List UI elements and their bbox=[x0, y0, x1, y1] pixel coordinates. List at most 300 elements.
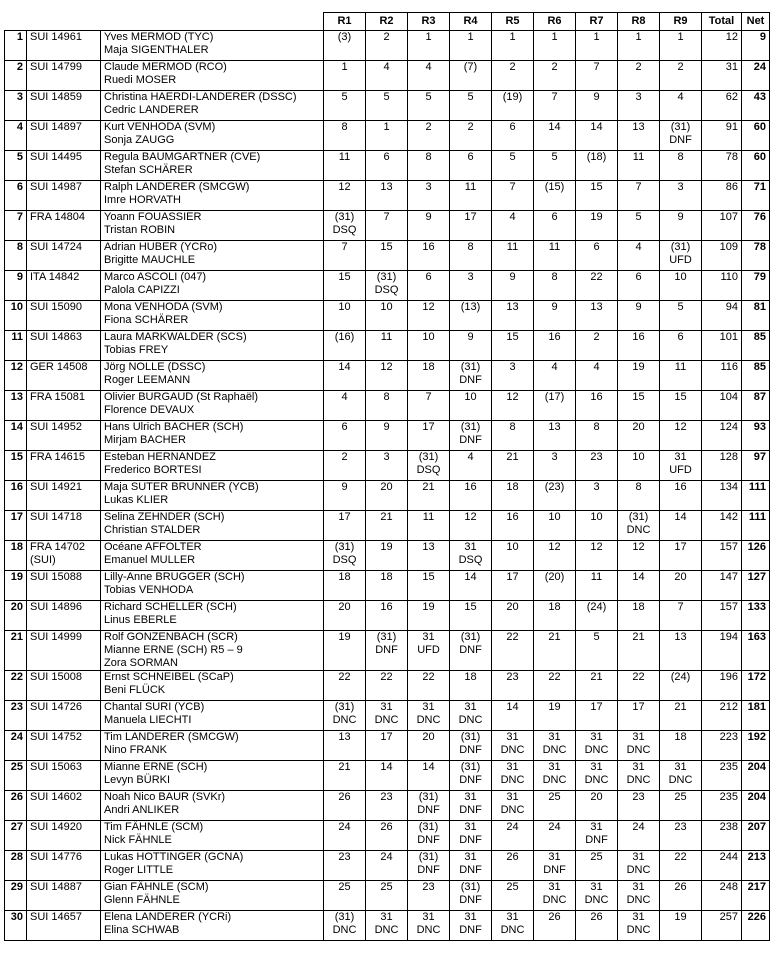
cell-line: 17 bbox=[632, 701, 645, 713]
total-cell: 212 bbox=[702, 701, 742, 731]
race-score-cell bbox=[408, 241, 450, 271]
cell-line: SUI 14999 bbox=[30, 631, 82, 643]
race-score-cell bbox=[492, 211, 534, 241]
net-cell: 172 bbox=[742, 671, 770, 701]
cell-line: 31 bbox=[590, 821, 603, 833]
cell-line: 5 bbox=[383, 91, 390, 103]
sail-number-cell bbox=[27, 391, 101, 421]
race-score-cell bbox=[408, 301, 450, 331]
race-score-cell bbox=[408, 761, 450, 791]
race-score-cell bbox=[366, 541, 408, 571]
cell-line: (3) bbox=[337, 31, 352, 43]
cell-line: 13 bbox=[380, 181, 393, 193]
race-score-cell bbox=[366, 181, 408, 211]
race-score-cell bbox=[324, 241, 366, 271]
cell-line: 3 bbox=[383, 451, 390, 463]
cell-line: 2 bbox=[635, 61, 642, 73]
crew-cell bbox=[101, 211, 324, 241]
rank-cell: 6 bbox=[5, 181, 27, 211]
race-score-cell bbox=[534, 271, 576, 301]
race-score-cell bbox=[366, 241, 408, 271]
rank-cell: 7 bbox=[5, 211, 27, 241]
race-score-cell bbox=[450, 121, 492, 151]
cell-line: DNF bbox=[459, 434, 482, 446]
cell-line: Tim FÄHNLE (SCM) bbox=[104, 821, 204, 833]
table-row bbox=[5, 601, 770, 631]
cell-line: (17) bbox=[544, 391, 565, 403]
race-score-cell bbox=[408, 821, 450, 851]
crew-cell bbox=[101, 571, 324, 601]
cell-line: 26 bbox=[506, 851, 519, 863]
cell-line: DNC bbox=[416, 714, 441, 726]
race-score-cell bbox=[450, 451, 492, 481]
race-score-cell bbox=[492, 151, 534, 181]
race-score-cell bbox=[366, 61, 408, 91]
cell-line: 13 bbox=[632, 121, 645, 133]
race-score-cell bbox=[576, 791, 618, 821]
race-score-cell bbox=[492, 851, 534, 881]
race-score-cell bbox=[618, 181, 660, 211]
cell-line: 5 bbox=[635, 211, 642, 223]
cell-line: 12 bbox=[506, 391, 519, 403]
total-cell: 157 bbox=[702, 601, 742, 631]
cell-line: 12 bbox=[464, 511, 477, 523]
rank-cell: 28 bbox=[5, 851, 27, 881]
sail-number-cell bbox=[27, 151, 101, 181]
cell-line: DNC bbox=[668, 774, 693, 786]
cell-line: (31) bbox=[460, 361, 481, 373]
cell-line: 8 bbox=[509, 421, 516, 433]
cell-line: SUI 14776 bbox=[30, 851, 82, 863]
race-score-cell bbox=[534, 301, 576, 331]
cell-line: 23 bbox=[506, 671, 519, 683]
cell-line: 4 bbox=[425, 61, 432, 73]
race-score-cell bbox=[324, 541, 366, 571]
race-score-cell bbox=[534, 391, 576, 421]
race-score-cell bbox=[576, 911, 618, 941]
cell-line: 16 bbox=[464, 481, 477, 493]
cell-line: 26 bbox=[338, 791, 351, 803]
race-score-cell bbox=[534, 881, 576, 911]
cell-line: (24) bbox=[670, 671, 691, 683]
cell-line: 7 bbox=[425, 391, 432, 403]
cell-line: (31) bbox=[418, 821, 439, 833]
cell-line: 24 bbox=[338, 821, 351, 833]
cell-line: 14 bbox=[506, 701, 519, 713]
cell-line: SUI 14859 bbox=[30, 91, 82, 103]
cell-line: 22 bbox=[506, 631, 519, 643]
cell-line: Esteban HERNANDEZ bbox=[104, 451, 216, 463]
table-row bbox=[5, 121, 770, 151]
cell-line: 26 bbox=[674, 881, 687, 893]
cell-line: 5 bbox=[509, 151, 516, 163]
cell-line: (31) bbox=[628, 511, 649, 523]
header-total: Total bbox=[702, 13, 742, 31]
cell-line: 15 bbox=[380, 241, 393, 253]
cell-line: Florence DEVAUX bbox=[104, 404, 195, 416]
race-score-cell bbox=[492, 601, 534, 631]
race-score-cell bbox=[450, 271, 492, 301]
cell-line: SUI 14726 bbox=[30, 701, 82, 713]
cell-line: 11 bbox=[422, 511, 435, 523]
cell-line: 16 bbox=[548, 331, 561, 343]
race-score-cell bbox=[492, 301, 534, 331]
results-table bbox=[4, 12, 770, 941]
cell-line: DNC bbox=[374, 714, 399, 726]
race-score-cell bbox=[324, 761, 366, 791]
cell-line: 31 bbox=[380, 701, 393, 713]
cell-line: 13 bbox=[590, 301, 603, 313]
cell-line: 5 bbox=[593, 631, 600, 643]
race-score-cell bbox=[576, 511, 618, 541]
cell-line: 15 bbox=[590, 181, 603, 193]
race-score-cell bbox=[534, 151, 576, 181]
cell-line: (31) bbox=[460, 761, 481, 773]
race-score-cell bbox=[408, 911, 450, 941]
cell-line: FRA 15081 bbox=[30, 391, 86, 403]
race-score-cell bbox=[660, 571, 702, 601]
cell-line: Chantal SURI (YCB) bbox=[104, 701, 205, 713]
cell-line: 13 bbox=[338, 731, 351, 743]
cell-line: DNF bbox=[585, 834, 608, 846]
race-score-cell bbox=[408, 181, 450, 211]
sail-number-cell bbox=[27, 331, 101, 361]
crew-cell bbox=[101, 151, 324, 181]
race-score-cell bbox=[366, 701, 408, 731]
sail-number-cell bbox=[27, 911, 101, 941]
sail-number-cell bbox=[27, 601, 101, 631]
cell-line: Hans Ulrich BACHER (SCH) bbox=[104, 421, 244, 433]
cell-line: 25 bbox=[380, 881, 393, 893]
cell-line: 25 bbox=[674, 791, 687, 803]
cell-line: (31) bbox=[460, 631, 481, 643]
race-score-cell bbox=[618, 301, 660, 331]
rank-cell: 22 bbox=[5, 671, 27, 701]
cell-line: 1 bbox=[593, 31, 600, 43]
cell-line: DNC bbox=[500, 804, 525, 816]
header-r6: R6 bbox=[534, 13, 576, 31]
cell-line: 18 bbox=[380, 571, 393, 583]
cell-line: 12 bbox=[338, 181, 351, 193]
net-cell: 79 bbox=[742, 271, 770, 301]
rank-cell: 29 bbox=[5, 881, 27, 911]
race-score-cell bbox=[534, 671, 576, 701]
race-score-cell bbox=[618, 541, 660, 571]
cell-line: 4 bbox=[383, 61, 390, 73]
cell-line: 10 bbox=[422, 331, 435, 343]
cell-line: Tobias FREY bbox=[104, 344, 169, 356]
race-score-cell bbox=[366, 211, 408, 241]
cell-line: 15 bbox=[506, 331, 519, 343]
cell-line: SUI 14921 bbox=[30, 481, 82, 493]
rank-cell: 24 bbox=[5, 731, 27, 761]
cell-line: 15 bbox=[674, 391, 687, 403]
race-score-cell bbox=[534, 541, 576, 571]
total-cell: 142 bbox=[702, 511, 742, 541]
cell-line: 17 bbox=[380, 731, 393, 743]
cell-line: 31 bbox=[548, 731, 561, 743]
cell-line: 31 bbox=[632, 881, 645, 893]
cell-line: Olivier BURGAUD (St Raphaël) bbox=[104, 391, 259, 403]
table-row bbox=[5, 791, 770, 821]
cell-line: SUI 14887 bbox=[30, 881, 82, 893]
race-score-cell bbox=[534, 631, 576, 671]
race-score-cell bbox=[366, 601, 408, 631]
cell-line: (31) bbox=[670, 241, 691, 253]
cell-line: Ralph LANDERER (SMCGW) bbox=[104, 181, 250, 193]
cell-line: 17 bbox=[674, 541, 687, 553]
total-cell: 94 bbox=[702, 301, 742, 331]
race-score-cell bbox=[576, 851, 618, 881]
cell-line: SUI 14863 bbox=[30, 331, 82, 343]
cell-line: 3 bbox=[635, 91, 642, 103]
cell-line: DNC bbox=[374, 924, 399, 936]
cell-line: 14 bbox=[548, 121, 561, 133]
crew-cell bbox=[101, 301, 324, 331]
race-score-cell bbox=[576, 541, 618, 571]
race-score-cell bbox=[366, 91, 408, 121]
cell-line: Zora SORMAN bbox=[104, 657, 178, 669]
cell-line: 18 bbox=[674, 731, 687, 743]
race-score-cell bbox=[660, 731, 702, 761]
race-score-cell bbox=[324, 61, 366, 91]
cell-line: 23 bbox=[422, 881, 435, 893]
race-score-cell bbox=[324, 511, 366, 541]
cell-line: 31 bbox=[590, 881, 603, 893]
header-r1: R1 bbox=[324, 13, 366, 31]
race-score-cell bbox=[450, 511, 492, 541]
sail-number-cell bbox=[27, 821, 101, 851]
rank-cell: 26 bbox=[5, 791, 27, 821]
cell-line: 8 bbox=[383, 391, 390, 403]
table-row bbox=[5, 881, 770, 911]
table-row bbox=[5, 331, 770, 361]
rank-cell: 23 bbox=[5, 701, 27, 731]
rank-cell: 13 bbox=[5, 391, 27, 421]
race-score-cell bbox=[450, 731, 492, 761]
table-row bbox=[5, 731, 770, 761]
crew-cell bbox=[101, 911, 324, 941]
race-score-cell bbox=[534, 701, 576, 731]
cell-line: 18 bbox=[548, 601, 561, 613]
race-score-cell bbox=[324, 271, 366, 301]
sail-number-cell bbox=[27, 31, 101, 61]
race-score-cell bbox=[534, 121, 576, 151]
sail-number-cell bbox=[27, 791, 101, 821]
header-row bbox=[5, 13, 770, 31]
race-score-cell bbox=[660, 241, 702, 271]
net-cell: 76 bbox=[742, 211, 770, 241]
cell-line: 31 bbox=[590, 731, 603, 743]
race-score-cell bbox=[450, 481, 492, 511]
cell-line: Richard SCHELLER (SCH) bbox=[104, 601, 237, 613]
table-row bbox=[5, 421, 770, 451]
net-cell: 127 bbox=[742, 571, 770, 601]
race-score-cell bbox=[660, 481, 702, 511]
cell-line: 7 bbox=[551, 91, 558, 103]
cell-line: DNC bbox=[626, 524, 651, 536]
cell-line: (31) bbox=[418, 451, 439, 463]
race-score-cell bbox=[492, 181, 534, 211]
race-score-cell bbox=[618, 701, 660, 731]
race-score-cell bbox=[618, 391, 660, 421]
crew-cell bbox=[101, 181, 324, 211]
cell-line: 8 bbox=[677, 151, 684, 163]
race-score-cell bbox=[492, 571, 534, 601]
race-score-cell bbox=[450, 601, 492, 631]
race-score-cell bbox=[492, 731, 534, 761]
race-score-cell bbox=[576, 121, 618, 151]
cell-line: Imre HORVATH bbox=[104, 194, 182, 206]
crew-cell bbox=[101, 481, 324, 511]
cell-line: Stefan SCHÄRER bbox=[104, 164, 193, 176]
cell-line: 21 bbox=[506, 451, 519, 463]
race-score-cell bbox=[618, 241, 660, 271]
table-row bbox=[5, 701, 770, 731]
cell-line: DNC bbox=[626, 894, 651, 906]
cell-line: 1 bbox=[677, 31, 684, 43]
cell-line: 4 bbox=[677, 91, 684, 103]
race-score-cell bbox=[408, 671, 450, 701]
race-score-cell bbox=[660, 61, 702, 91]
race-score-cell bbox=[660, 761, 702, 791]
total-cell: 235 bbox=[702, 761, 742, 791]
cell-line: (19) bbox=[502, 91, 523, 103]
race-score-cell bbox=[618, 151, 660, 181]
cell-line: (31) bbox=[334, 541, 355, 553]
rank-cell: 17 bbox=[5, 511, 27, 541]
cell-line: SUI 14897 bbox=[30, 121, 82, 133]
race-score-cell bbox=[324, 631, 366, 671]
race-score-cell bbox=[660, 391, 702, 421]
cell-line: (20) bbox=[544, 571, 565, 583]
cell-line: UFD bbox=[417, 644, 440, 656]
cell-line: Maja SUTER BRUNNER (YCB) bbox=[104, 481, 259, 493]
table-row bbox=[5, 761, 770, 791]
race-score-cell bbox=[324, 671, 366, 701]
cell-line: 12 bbox=[380, 361, 393, 373]
total-cell: 31 bbox=[702, 61, 742, 91]
race-score-cell bbox=[534, 451, 576, 481]
cell-line: 2 bbox=[551, 61, 558, 73]
race-score-cell bbox=[576, 421, 618, 451]
results-body bbox=[5, 31, 770, 941]
cell-line: 31 bbox=[506, 911, 519, 923]
race-score-cell bbox=[534, 31, 576, 61]
cell-line: DNF bbox=[417, 804, 440, 816]
cell-line: 11 bbox=[380, 331, 393, 343]
cell-line: Noah Nico BAUR (SVKr) bbox=[104, 791, 226, 803]
cell-line: SUI 15063 bbox=[30, 761, 82, 773]
cell-line: (31) bbox=[670, 121, 691, 133]
cell-line: 18 bbox=[338, 571, 351, 583]
cell-line: (31) bbox=[460, 421, 481, 433]
cell-line: 1 bbox=[467, 31, 474, 43]
cell-line: 16 bbox=[506, 511, 519, 523]
net-cell: 181 bbox=[742, 701, 770, 731]
race-score-cell bbox=[408, 121, 450, 151]
race-score-cell bbox=[408, 881, 450, 911]
race-score-cell bbox=[408, 211, 450, 241]
race-score-cell bbox=[492, 761, 534, 791]
cell-line: (31) bbox=[376, 631, 397, 643]
rank-cell: 5 bbox=[5, 151, 27, 181]
race-score-cell bbox=[324, 851, 366, 881]
cell-line: 11 bbox=[548, 241, 561, 253]
total-cell: 157 bbox=[702, 541, 742, 571]
net-cell: 111 bbox=[742, 511, 770, 541]
race-score-cell bbox=[534, 791, 576, 821]
cell-line: DNF bbox=[459, 774, 482, 786]
header-r5: R5 bbox=[492, 13, 534, 31]
race-score-cell bbox=[324, 91, 366, 121]
cell-line: FRA 14804 bbox=[30, 211, 86, 223]
cell-line: DSQ bbox=[416, 464, 441, 476]
cell-line: SUI 14718 bbox=[30, 511, 82, 523]
cell-line: 31 bbox=[548, 851, 561, 863]
race-score-cell bbox=[408, 61, 450, 91]
race-score-cell bbox=[450, 301, 492, 331]
cell-line: 12 bbox=[548, 541, 561, 553]
cell-line: 31 bbox=[632, 731, 645, 743]
race-score-cell bbox=[660, 821, 702, 851]
cell-line: Emanuel MULLER bbox=[104, 554, 196, 566]
cell-line: Andri ANLIKER bbox=[104, 804, 180, 816]
crew-cell bbox=[101, 241, 324, 271]
cell-line: DNC bbox=[500, 774, 525, 786]
race-score-cell bbox=[366, 151, 408, 181]
cell-line: DNF bbox=[543, 864, 566, 876]
cell-line: 24 bbox=[380, 851, 393, 863]
cell-line: Ruedi MOSER bbox=[104, 74, 177, 86]
cell-line: Manuela LIECHTI bbox=[104, 714, 192, 726]
cell-line: Sonja ZAUGG bbox=[104, 134, 175, 146]
race-score-cell bbox=[450, 331, 492, 361]
race-score-cell bbox=[366, 421, 408, 451]
race-score-cell bbox=[366, 671, 408, 701]
race-score-cell bbox=[366, 121, 408, 151]
cell-line: SUI 15090 bbox=[30, 301, 82, 313]
race-score-cell bbox=[618, 271, 660, 301]
race-score-cell bbox=[618, 481, 660, 511]
race-score-cell bbox=[576, 391, 618, 421]
cell-line: SUI 14896 bbox=[30, 601, 82, 613]
race-score-cell bbox=[576, 91, 618, 121]
race-score-cell bbox=[618, 511, 660, 541]
race-score-cell bbox=[660, 181, 702, 211]
race-score-cell bbox=[534, 511, 576, 541]
race-score-cell bbox=[408, 151, 450, 181]
cell-line: DNC bbox=[542, 894, 567, 906]
race-score-cell bbox=[534, 481, 576, 511]
cell-line: Elena LANDERER (YCRi) bbox=[104, 911, 232, 923]
cell-line: 7 bbox=[341, 241, 348, 253]
crew-cell bbox=[101, 451, 324, 481]
cell-line: Frederico BORTESI bbox=[104, 464, 202, 476]
race-score-cell bbox=[660, 31, 702, 61]
cell-line: 4 bbox=[467, 451, 474, 463]
race-score-cell bbox=[450, 361, 492, 391]
cell-line: 25 bbox=[590, 851, 603, 863]
race-score-cell bbox=[366, 481, 408, 511]
race-score-cell bbox=[324, 151, 366, 181]
cell-line: (15) bbox=[544, 181, 565, 193]
cell-line: 2 bbox=[677, 61, 684, 73]
cell-line: 23 bbox=[380, 791, 393, 803]
race-score-cell bbox=[534, 91, 576, 121]
cell-line: (SUI) bbox=[30, 554, 56, 566]
cell-line: (31) bbox=[334, 911, 355, 923]
